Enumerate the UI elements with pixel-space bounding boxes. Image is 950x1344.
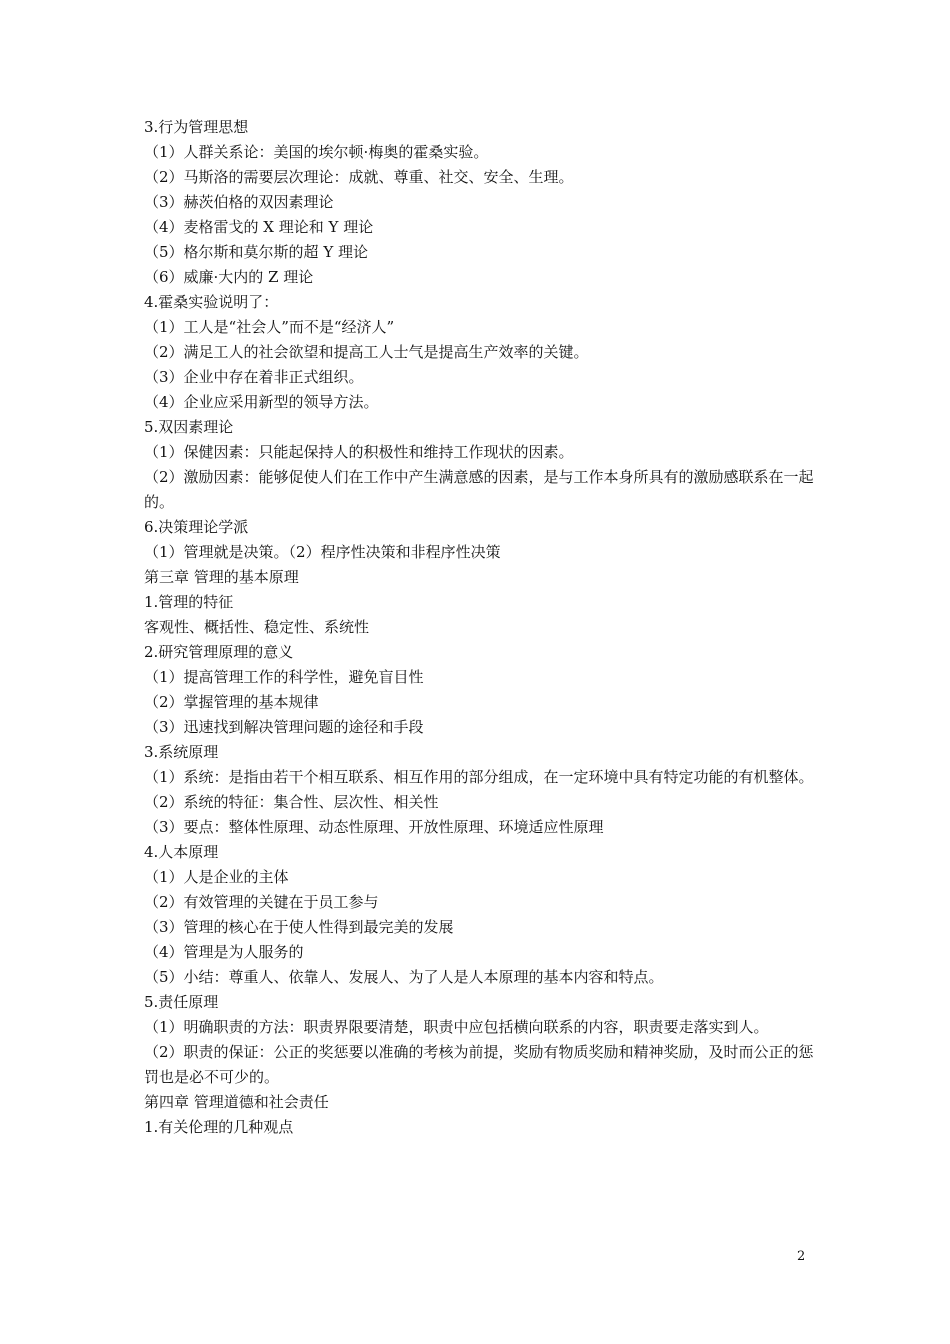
list-item: （3）要点：整体性原理、动态性原理、开放性原理、环境适应性原理 bbox=[144, 818, 604, 836]
list-item: （2）有效管理的关键在于员工参与 bbox=[144, 893, 379, 911]
list-item: （2）马斯洛的需要层次理论：成就、尊重、社交、安全、生理。 bbox=[144, 168, 574, 186]
list-item: （3）迅速找到解决管理问题的途径和手段 bbox=[144, 718, 424, 736]
list-item: （1）明确职责的方法：职责界限要清楚，职责中应包括横向联系的内容，职责要走落实到人。 bbox=[144, 1018, 769, 1036]
list-item: （5）格尔斯和莫尔斯的超 Y 理论 bbox=[144, 243, 368, 261]
list-item: （4）麦格雷戈的 X 理论和 Y 理论 bbox=[144, 218, 374, 236]
list-item: （2）满足工人的社会欲望和提高工人士气是提高生产效率的关键。 bbox=[144, 343, 589, 361]
list-item: （1）工人是“社会人”而不是“经济人” bbox=[144, 318, 395, 336]
list-item: （4）管理是为人服务的 bbox=[144, 943, 304, 961]
section-heading: 4.霍桑实验说明了： bbox=[144, 293, 279, 311]
list-item: （2）系统的特征：集合性、层次性、相关性 bbox=[144, 793, 439, 811]
page-number: 2 bbox=[797, 1249, 806, 1264]
list-item: （3）赫茨伯格的双因素理论 bbox=[144, 193, 334, 211]
section-heading: 3.系统原理 bbox=[144, 743, 219, 761]
list-item: （2）掌握管理的基本规律 bbox=[144, 693, 319, 711]
list-item: （3）管理的核心在于使人性得到最完美的发展 bbox=[144, 918, 454, 936]
section-heading: 3.行为管理思想 bbox=[144, 118, 249, 136]
list-item: （6）威廉·大内的 Z 理论 bbox=[144, 268, 314, 286]
list-item: （1）人是企业的主体 bbox=[144, 868, 289, 886]
list-item: （3）企业中存在着非正式组织。 bbox=[144, 368, 364, 386]
list-item: （4）企业应采用新型的领导方法。 bbox=[144, 393, 379, 411]
list-item: （1）系统：是指由若干个相互联系、相互作用的部分组成，在一定环境中具有特定功能的有机整体。 bbox=[144, 768, 814, 786]
list-item: （1）人群关系论：美国的埃尔顿·梅奥的霍桑实验。 bbox=[144, 143, 489, 161]
section-heading: 6.决策理论学派 bbox=[144, 518, 249, 536]
chapter-heading: 第四章 管理道德和社会责任 bbox=[144, 1093, 329, 1111]
list-item: （2）职责的保证：公正的奖惩要以准确的考核为前提，奖励有物质奖励和精神奖励，及时而公正的惩罚也是必不可少的。 bbox=[144, 1043, 814, 1086]
list-item: （1）保健因素：只能起保持人的积极性和维持工作现状的因素。 bbox=[144, 443, 574, 461]
document-body bbox=[144, 115, 814, 1140]
paragraph: 客观性、概括性、稳定性、系统性 bbox=[144, 618, 370, 636]
chapter-heading: 第三章 管理的基本原理 bbox=[144, 568, 299, 586]
section-heading: 1.有关伦理的几种观点 bbox=[144, 1118, 294, 1136]
list-item: （1）管理就是决策。（2）程序性决策和非程序性决策 bbox=[144, 543, 501, 561]
list-item: （2）激励因素：能够促使人们在工作中产生满意感的因素，是与工作本身所具有的激励感联系在一起的。 bbox=[144, 468, 814, 511]
section-heading: 1.管理的特征 bbox=[144, 593, 234, 611]
section-heading: 5.责任原理 bbox=[144, 993, 219, 1011]
section-heading: 5.双因素理论 bbox=[144, 418, 234, 436]
section-heading: 2.研究管理原理的意义 bbox=[144, 643, 294, 661]
list-item: （1）提高管理工作的科学性，避免盲目性 bbox=[144, 668, 424, 686]
section-heading: 4.人本原理 bbox=[144, 843, 219, 861]
list-item: （5）小结：尊重人、依靠人、发展人、为了人是人本原理的基本内容和特点。 bbox=[144, 968, 664, 986]
